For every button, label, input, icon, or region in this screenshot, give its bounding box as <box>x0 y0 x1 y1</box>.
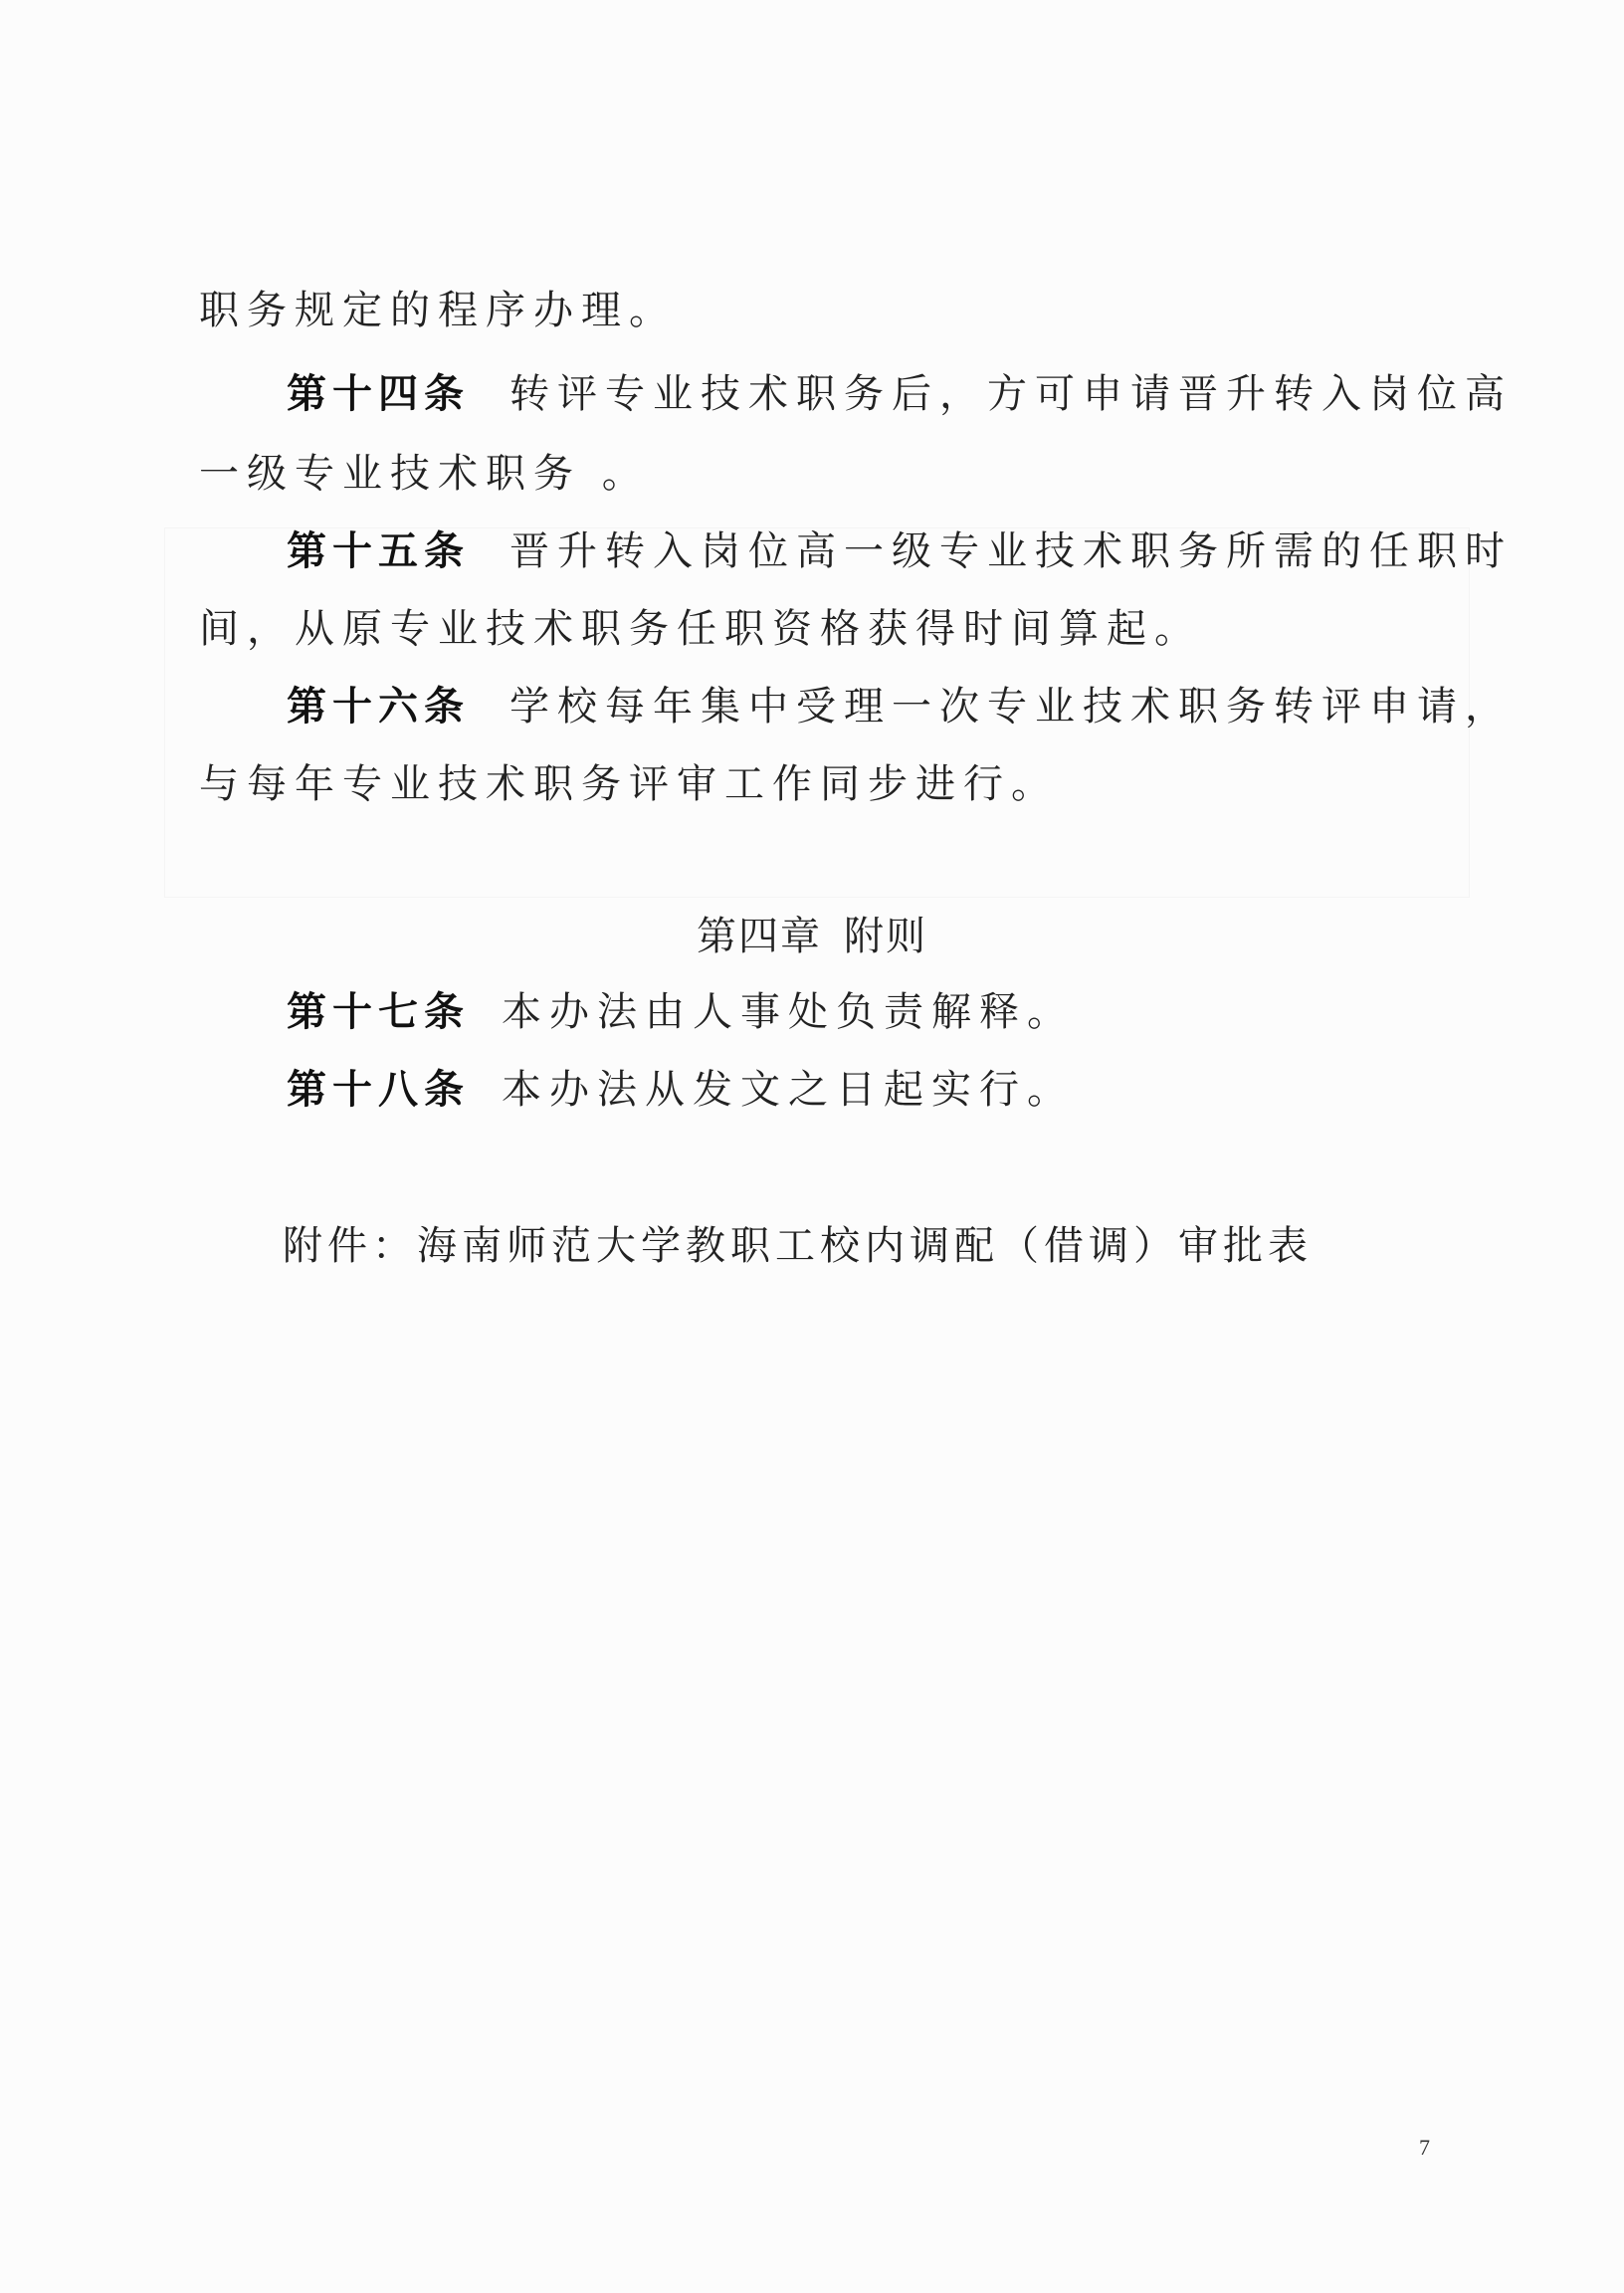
line-text: 职务规定的程序办理。 <box>199 288 677 333</box>
article-15 <box>287 527 1513 575</box>
line-text: 间，从原专业技术职务任职资格获得时间算起。 <box>199 606 1202 652</box>
article-text: 本办法从发文之日起实行。 <box>502 1067 1075 1113</box>
chapter-heading <box>0 913 1624 960</box>
paragraph-line <box>199 605 1202 653</box>
article-label: 第十五条 <box>287 528 470 574</box>
article-label: 第十四条 <box>287 371 470 417</box>
paragraph-line <box>199 287 677 334</box>
paragraph-line <box>199 760 1059 808</box>
article-17 <box>287 988 1075 1036</box>
article-text: 晋升转入岗位高一级专业技术职务所需的任职时 <box>509 528 1513 574</box>
article-18 <box>287 1066 1075 1114</box>
line-text: 一级专业技术职务 。 <box>199 451 650 497</box>
article-label: 第十七条 <box>287 989 470 1035</box>
article-text: 转评专业技术职务后，方可申请晋升转入岗位高 <box>509 371 1513 417</box>
page-number: 7 <box>1419 2135 1430 2160</box>
article-text: 本办法由人事处负责解释。 <box>502 989 1075 1035</box>
line-text: 与每年专业技术职务评审工作同步进行。 <box>199 761 1059 807</box>
article-14 <box>287 370 1513 418</box>
article-label: 第十六条 <box>287 684 470 730</box>
chapter-number: 第四章 <box>697 914 822 959</box>
paragraph-line <box>199 450 650 498</box>
attachment-line <box>283 1222 1313 1270</box>
article-text: 学校每年集中受理一次专业技术职务转评申请， <box>509 684 1513 730</box>
chapter-title: 附则 <box>844 914 927 959</box>
article-16 <box>287 683 1513 730</box>
article-label: 第十八条 <box>287 1067 470 1113</box>
attachment-text: 附件：海南师范大学教职工校内调配（借调）审批表 <box>283 1223 1313 1269</box>
